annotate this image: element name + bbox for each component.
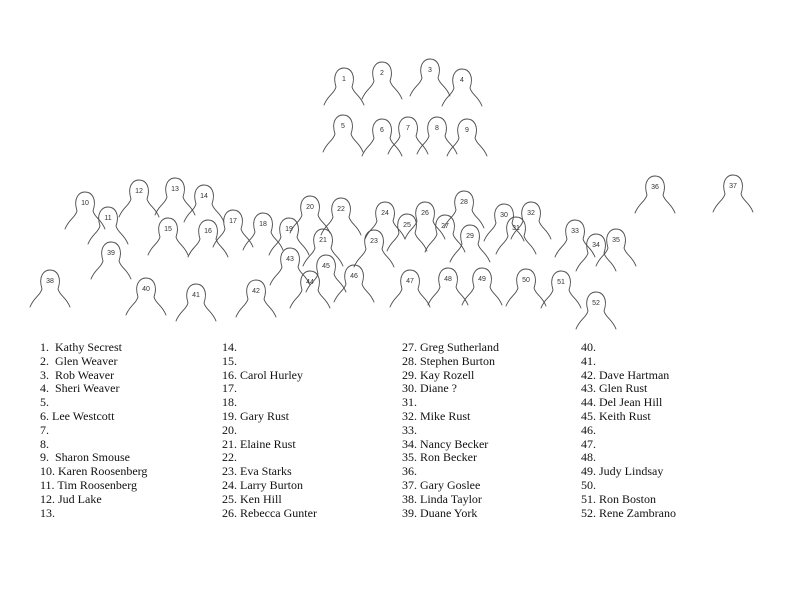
person-silhouette (447, 119, 487, 156)
person-silhouette (442, 69, 482, 106)
person-number-label: 30 (500, 212, 508, 219)
person-number-label: 38 (46, 278, 54, 285)
person-silhouette (576, 292, 616, 329)
person-number-label: 11 (104, 215, 112, 222)
legend-column-1 (40, 341, 147, 520)
person-silhouette (388, 117, 428, 154)
person-number-label: 2 (380, 70, 384, 77)
person-number-label: 36 (651, 184, 659, 191)
legend-entry: 31. (402, 395, 417, 410)
person-silhouette (428, 268, 468, 305)
person-silhouette (303, 229, 343, 266)
legend-entry: 40. (581, 340, 596, 354)
person-number-label: 34 (592, 242, 600, 249)
person-silhouette (462, 268, 502, 305)
legend-column-4 (581, 341, 676, 520)
person-number-label: 12 (135, 188, 143, 195)
legend-entry: 34. Nancy Becker (402, 436, 489, 451)
legend-column-3 (402, 341, 499, 520)
person-silhouette (362, 119, 402, 156)
person-number-label: 31 (512, 225, 520, 232)
person-silhouette (324, 68, 364, 105)
person-number-label: 7 (406, 125, 410, 132)
person-silhouette (290, 271, 330, 308)
person-silhouette (390, 270, 430, 307)
person-number-label: 37 (729, 183, 737, 190)
person-number-label: 18 (259, 221, 267, 228)
legend-entry: 38. Linda Taylor (402, 491, 482, 506)
person-number-label: 9 (465, 127, 469, 134)
person-silhouette (596, 229, 636, 266)
legend-entry: 30. Diane ? (402, 381, 457, 396)
person-silhouette (410, 59, 450, 96)
legend-entry: 51. Ron Boston (581, 491, 657, 506)
legend-entry: 12. Jud Lake (40, 491, 102, 506)
person-number-label: 32 (527, 210, 535, 217)
legend-entry: 14. (222, 340, 237, 354)
legend-entry: 23. Eva Starks (222, 464, 292, 479)
legend-entry: 52. Rene Zambrano (581, 505, 676, 520)
person-silhouette (184, 185, 224, 222)
person-number-label: 13 (171, 186, 179, 193)
legend-entry: 10. Karen Roosenberg (40, 464, 148, 479)
legend-entry: 46. (581, 422, 596, 437)
person-number-label: 41 (192, 292, 200, 299)
person-silhouette (236, 280, 276, 317)
legend-entry: 32. Mike Rust (402, 408, 471, 423)
legend-entry: 21. Elaine Rust (222, 436, 296, 451)
person-silhouette (334, 265, 374, 302)
legend-entry: 22. (222, 450, 237, 465)
person-silhouette (290, 196, 330, 233)
legend-entry: 17. (222, 381, 237, 396)
legend-entry: 7. (40, 422, 49, 437)
legend-entry: 3. Rob Weaver (40, 367, 115, 382)
person-silhouette (405, 202, 445, 239)
person-silhouette (155, 178, 195, 215)
person-number-label: 28 (460, 199, 468, 206)
legend-entry: 18. (222, 395, 237, 410)
person-number-label: 42 (252, 288, 260, 295)
legend-entry: 8. (40, 436, 49, 451)
legend-entry: 48. (581, 450, 596, 465)
person-silhouette (243, 213, 283, 250)
person-number-label: 23 (370, 238, 378, 245)
person-silhouette (425, 215, 465, 252)
person-number-label: 52 (592, 300, 600, 307)
person-number-label: 39 (107, 250, 115, 257)
legend-entry: 1. Kathy Secrest (40, 340, 122, 354)
legend-entry: 15. (222, 353, 237, 368)
legend-entry: 27. Greg Sutherland (402, 340, 499, 354)
person-number-label: 49 (478, 276, 486, 283)
legend-entry: 9. Sharon Smouse (40, 450, 130, 465)
legend-entry: 47. (581, 436, 596, 451)
person-number-label: 47 (406, 278, 414, 285)
person-silhouette (91, 242, 131, 279)
legend-entry: 2. Glen Weaver (40, 353, 118, 368)
person-silhouette (555, 220, 595, 257)
person-silhouette (635, 176, 675, 213)
legend-entry: 45. Keith Rust (581, 408, 651, 423)
person-number-label: 6 (380, 127, 384, 134)
legend-entry: 19. Gary Rust (222, 408, 289, 423)
person-number-label: 35 (612, 237, 620, 244)
person-number-label: 3 (428, 67, 432, 74)
person-silhouette (496, 217, 536, 254)
legend-entry: 35. Ron Becker (402, 450, 477, 465)
legend-entry: 5. (40, 395, 49, 410)
legend-entry: 41. (581, 353, 596, 368)
person-silhouette (541, 271, 581, 308)
legend-entry: 25. Ken Hill (222, 491, 282, 506)
person-number-label: 19 (285, 226, 293, 233)
person-number-label: 50 (522, 277, 530, 284)
person-number-label: 33 (571, 228, 579, 235)
legend-entry: 49. Judy Lindsay (581, 464, 664, 479)
person-silhouette (148, 218, 188, 255)
person-number-label: 8 (435, 125, 439, 132)
legend-entry: 50. (581, 477, 596, 492)
legend-entry: 37. Gary Goslee (402, 477, 481, 492)
legend-entry: 29. Kay Rozell (402, 367, 475, 382)
person-silhouette (484, 204, 524, 241)
person-number-label: 48 (444, 276, 452, 283)
legend-entry: 6. Lee Westcott (40, 408, 115, 423)
legend-entry: 44. Del Jean Hill (581, 395, 663, 410)
person-silhouette (213, 210, 253, 247)
legend-entry: 4. Sheri Weaver (40, 381, 120, 396)
person-silhouette (119, 180, 159, 217)
person-number-label: 1 (342, 76, 346, 83)
person-number-label: 21 (319, 237, 327, 244)
person-number-label: 29 (466, 233, 474, 240)
legend-entry: 16. Carol Hurley (222, 367, 303, 382)
person-number-label: 20 (306, 204, 314, 211)
person-number-label: 44 (306, 279, 314, 286)
legend-entry: 39. Duane York (402, 505, 478, 520)
legend-entry: 36. (402, 464, 417, 479)
person-silhouette (362, 62, 402, 99)
person-number-label: 25 (403, 222, 411, 229)
person-silhouette (126, 278, 166, 315)
legend-entry: 42. Dave Hartman (581, 367, 670, 382)
person-number-label: 14 (200, 193, 208, 200)
person-silhouette (444, 191, 484, 228)
legend-entry: 28. Stephen Burton (402, 353, 495, 368)
person-silhouette (30, 270, 70, 307)
person-number-label: 40 (142, 286, 150, 293)
legend-entry: 11. Tim Roosenberg (40, 477, 138, 492)
person-silhouette (269, 218, 309, 255)
person-silhouette (450, 225, 490, 262)
person-silhouette (511, 202, 551, 239)
person-number-label: 27 (441, 223, 449, 230)
person-number-label: 17 (229, 218, 237, 225)
person-number-label: 51 (557, 279, 565, 286)
legend-column-2 (222, 341, 317, 520)
legend-entry: 43. Glen Rust (581, 381, 648, 396)
person-number-label: 45 (322, 263, 330, 270)
person-number-label: 15 (164, 226, 172, 233)
person-silhouette (188, 220, 228, 257)
person-number-label: 43 (286, 256, 294, 263)
person-number-label: 26 (421, 210, 429, 217)
person-number-label: 22 (337, 206, 345, 213)
person-silhouette (323, 115, 363, 152)
person-number-label: 10 (81, 200, 89, 207)
legend-entry: 33. (402, 422, 417, 437)
legend-entry: 24. Larry Burton (222, 477, 303, 492)
person-number-label: 4 (460, 77, 464, 84)
person-silhouette (506, 269, 546, 306)
person-number-label: 5 (341, 123, 345, 130)
person-number-label: 24 (381, 210, 389, 217)
legend-entry: 20. (222, 422, 237, 437)
legend-entry: 26. Rebecca Gunter (222, 505, 317, 520)
legend-entry: 13. (40, 505, 55, 520)
person-silhouette (713, 175, 753, 212)
person-number-label: 46 (350, 273, 358, 280)
person-silhouette (270, 248, 310, 285)
person-number-label: 16 (204, 228, 212, 235)
person-silhouette (176, 284, 216, 321)
